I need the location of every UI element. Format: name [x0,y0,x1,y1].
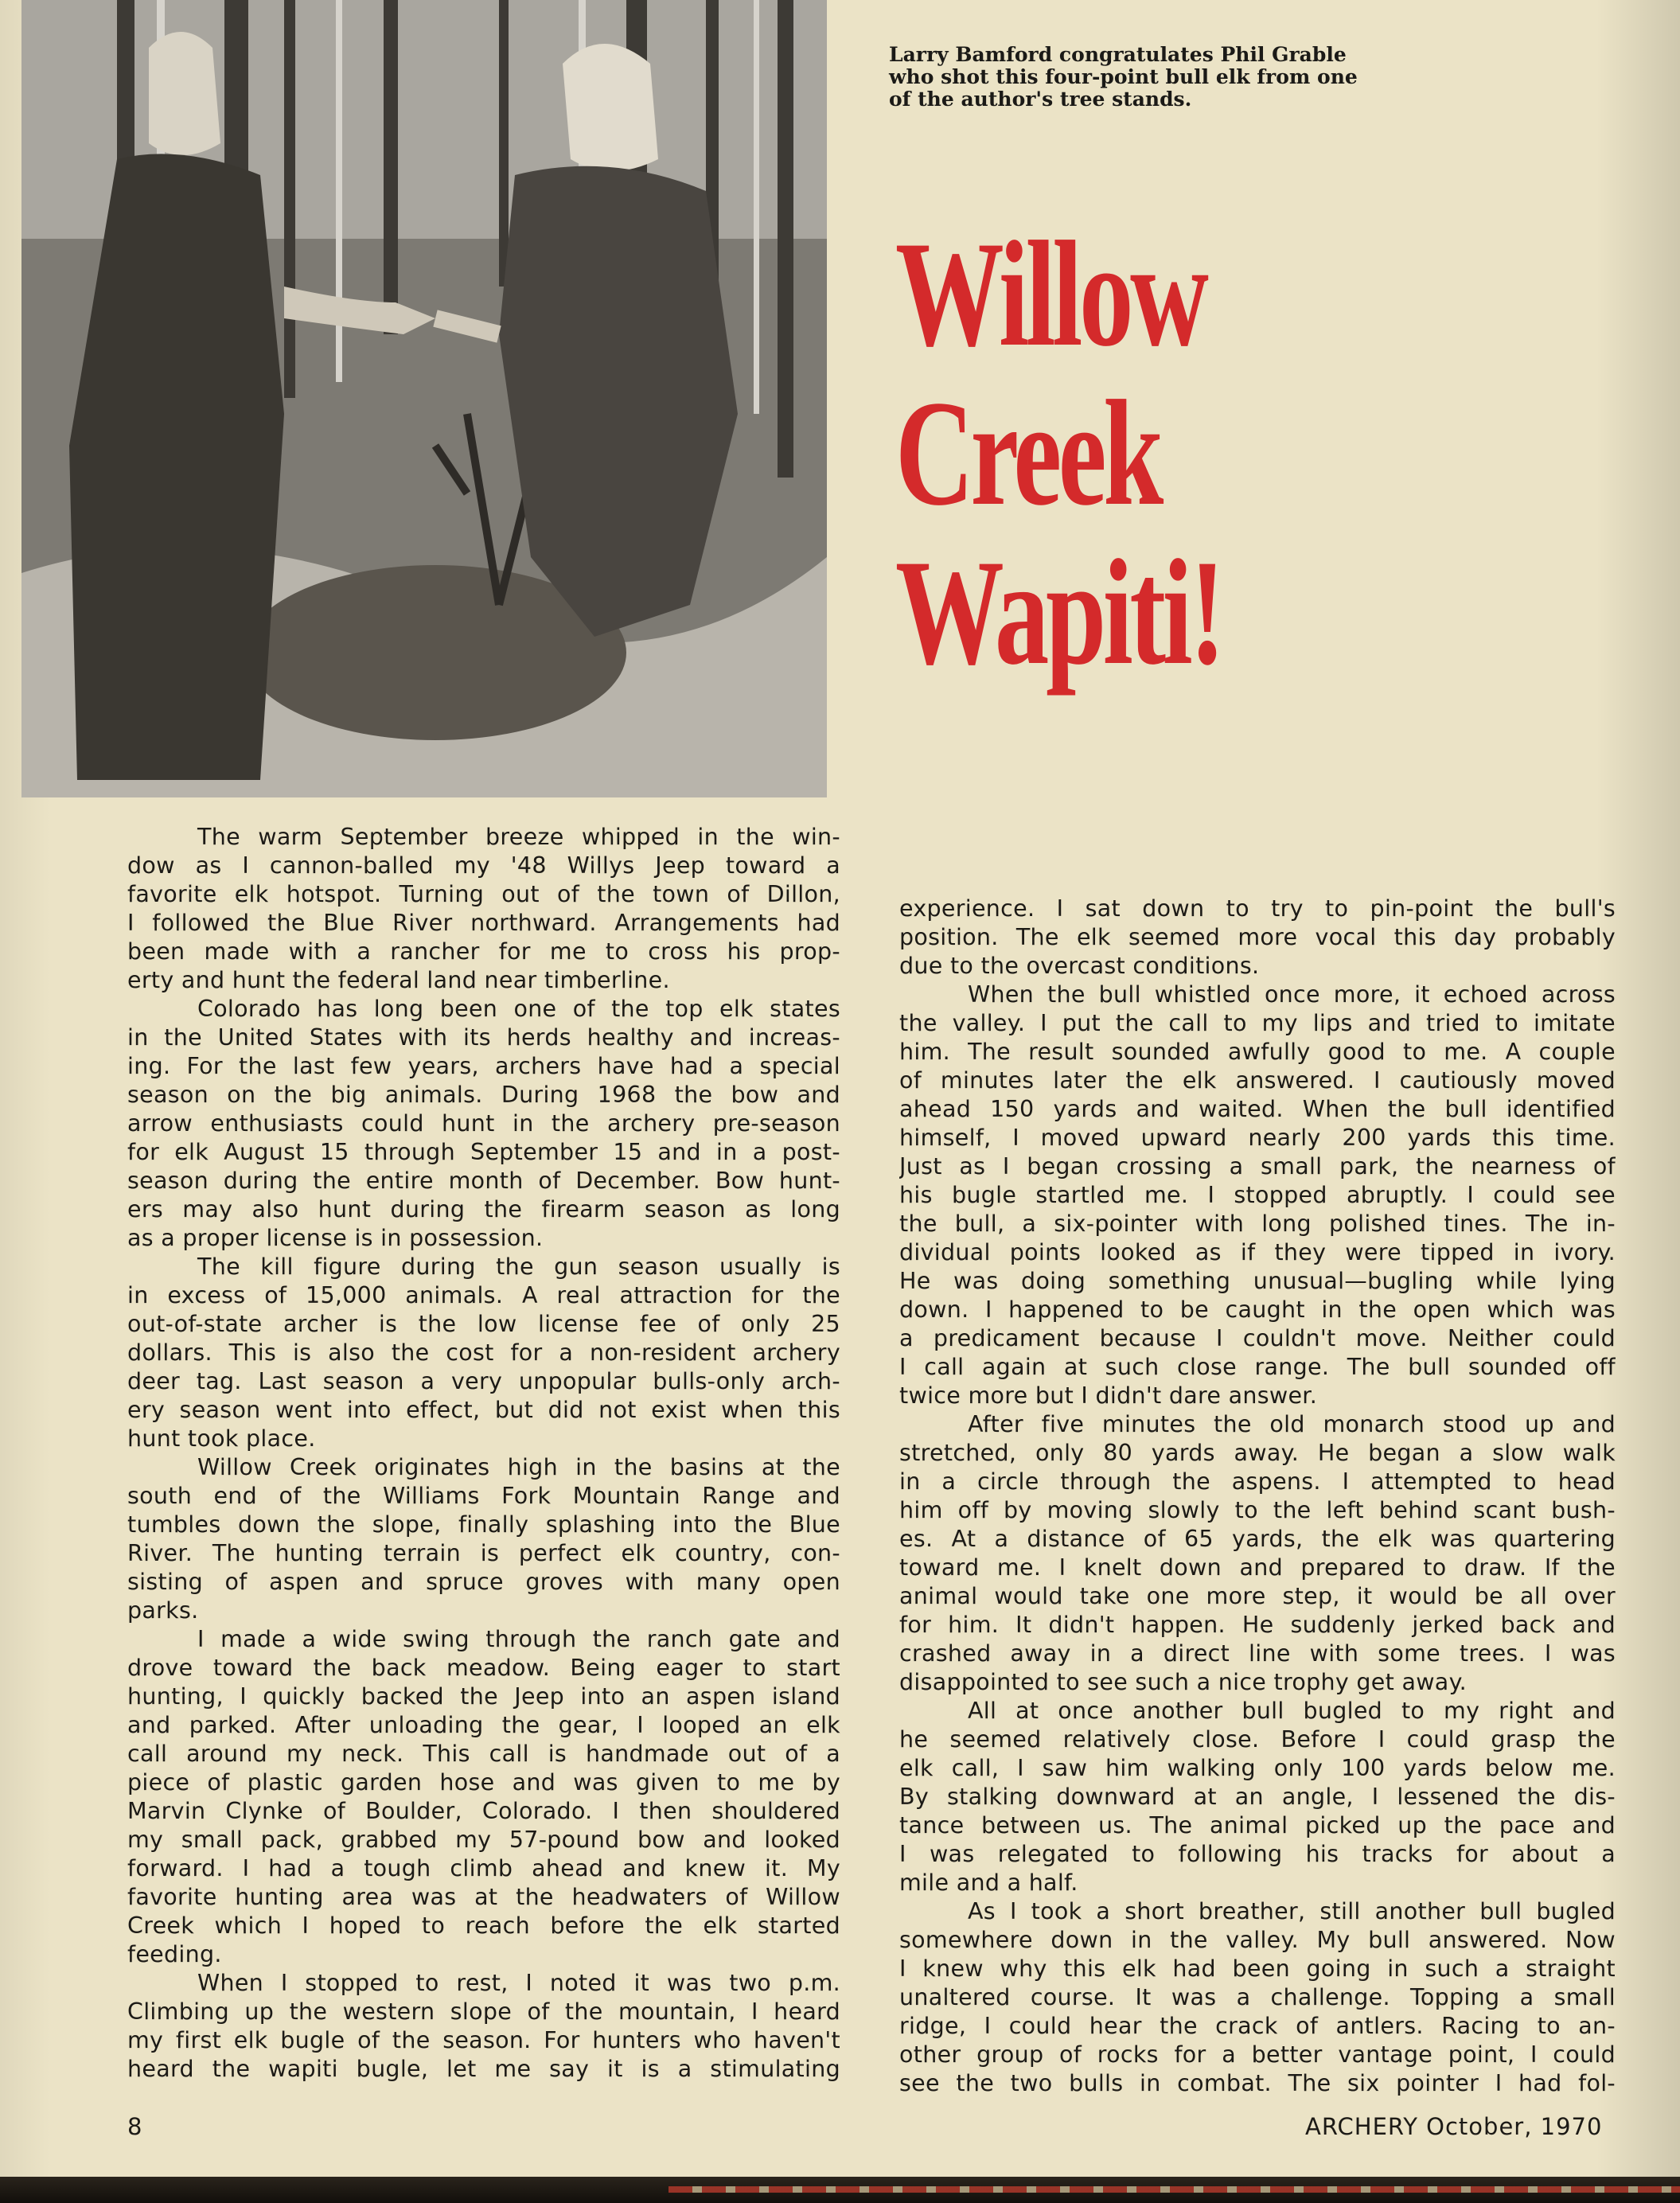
text-line: hunt took place. [127,1425,316,1452]
text-line: unaltered course. It was a challenge. Topping a small [899,1984,1616,2010]
text-line: Willow Creek originates high in the basins at the [197,1454,840,1480]
text-line: him off by moving slowly to the left behind scant bush- [899,1497,1616,1523]
text-line: out-of-state archer is the low license fee of only 25 [127,1311,840,1337]
text-line: mile and a half. [899,1870,1078,1896]
text-line: as a proper license is in possession. [127,1225,544,1251]
text-line: favorite elk hotspot. Turning out of the town of Dillon, [127,881,840,907]
text-line: tumbles down the slope, finally splashing into the Blue [127,1511,840,1538]
text-line: arrow enthusiasts could hunt in the archery pre-season [127,1110,840,1137]
text-line: When I stopped to rest, I noted it was two p.m. [197,1970,840,1996]
text-line: my small pack, grabbed my 57-pound bow and looked [127,1827,840,1853]
page-number: 8 [127,2113,142,2140]
text-line: parks. [127,1597,199,1624]
text-line: favorite hunting area was at the headwaters of Willow [127,1884,840,1910]
text-line: my first elk bugle of the season. For hunters who haven't [127,2027,840,2053]
text-line: stretched, only 80 yards away. He began a slow walk [899,1440,1616,1466]
text-line: I made a wide swing through the ranch gate and [197,1626,840,1652]
text-line: the valley. I put the call to my lips and tried to imitate [899,1010,1616,1036]
text-line: The warm September breeze whipped in the win- [197,824,840,850]
text-line: see the two bulls in combat. The six pointer I had fol- [899,2070,1616,2096]
text-line: for him. It didn't happen. He suddenly jerked back and [899,1612,1616,1638]
text-line: south end of the Williams Fork Mountain Range and [127,1483,840,1509]
text-line: ery season went into effect, but did not exist when this [127,1397,840,1423]
text-line: for elk August 15 through September 15 and in a post- [127,1139,840,1165]
text-line: I was relegated to following his tracks for about a [899,1841,1616,1867]
text-line: disappointed to see such a nice trophy get away. [899,1669,1468,1695]
text-line: call around my neck. This call is handmade out of a [127,1741,840,1767]
text-line: es. At a distance of 65 yards, the elk was quartering [899,1526,1616,1552]
text-line: himself, I moved upward nearly 200 yards this time. [899,1125,1616,1151]
title-line: Creek [895,370,1160,537]
publication-footer: ARCHERY October, 1970 [1305,2113,1603,2140]
text-line: and parked. After unloading the gear, I looped an elk [127,1712,840,1738]
text-line: deer tag. Last season a very unpopular bulls-only arch- [127,1368,840,1394]
text-line: dollars. This is also the cost for a non-resident archery [127,1339,840,1366]
text-line: River. The hunting terrain is perfect elk country, con- [127,1540,840,1566]
text-line: feeding. [127,1941,222,1967]
title-line: Willow [895,211,1206,378]
text-line: hunting, I quickly backed the Jeep into an aspen island [127,1683,840,1710]
text-line: tance between us. The animal picked up the pace and [899,1812,1616,1838]
caption-line: Larry Bamford congratulates Phil Grable [889,43,1347,66]
text-line: By stalking downward at an angle, I lessened the dis- [899,1784,1616,1810]
text-line: a predicament because I couldn't move. Neither could [899,1325,1616,1351]
text-line: the bull, a six-pointer with long polished tines. The in- [899,1211,1616,1237]
text-line: After five minutes the old monarch stood up and [968,1411,1616,1437]
text-line: ahead 150 yards and waited. When the bull identified [899,1096,1616,1122]
text-line: season during the entire month of December. Bow hunt- [127,1168,840,1194]
text-line: other group of rocks for a better vantage point, I could [899,2041,1616,2068]
next-page-edge [668,2186,1680,2193]
text-line: ridge, I could hear the crack of antlers. Racing to an- [899,2013,1616,2039]
text-line: animal would take one more step, it would be all over [899,1583,1616,1609]
text-line: As I took a short breather, still another bull bugled [968,1898,1616,1924]
text-line: his bugle startled me. I stopped abruptly. I could see [899,1182,1616,1208]
text-line: he seemed relatively close. Before I could grasp the [899,1726,1616,1753]
text-line: experience. I sat down to try to pin-point the bull's [899,895,1616,922]
article-column-right [899,895,1616,2098]
text-line: Colorado has long been one of the top elk states [197,996,840,1022]
text-line: season on the big animals. During 1968 the bow and [127,1082,840,1108]
text-line: of minutes later the elk answered. I cautiously moved [899,1067,1616,1094]
text-line: elk call, I saw him walking only 100 yards below me. [899,1755,1616,1781]
caption-line: who shot this four-point bull elk from one [889,65,1358,88]
text-line: When the bull whistled once more, it echoed across [968,981,1616,1008]
text-line: drove toward the back meadow. Being eager to start [127,1655,840,1681]
photo-hunters-with-elk [21,0,827,797]
photo-caption [889,44,1430,111]
text-line: in the United States with its herds healthy and increas- [127,1024,840,1051]
text-line: Creek which I hoped to reach before the elk started [127,1913,840,1939]
text-line: I followed the Blue River northward. Arrangements had [127,910,840,936]
title-line: Wapiti! [895,529,1222,696]
caption-line: of the author's tree stands. [889,88,1192,111]
text-line: heard the wapiti bugle, let me say it is a stimulating [127,2056,840,2082]
text-line: ing. For the last few years, archers have had a special [127,1053,840,1079]
text-line: down. I happened to be caught in the open which was [899,1296,1616,1323]
text-line: in excess of 15,000 animals. A real attraction for the [127,1282,840,1308]
page-bottom-edge [0,2177,1680,2203]
text-line: toward me. I knelt down and prepared to draw. If the [899,1554,1616,1581]
text-line: due to the overcast conditions. [899,953,1260,979]
text-line: I call again at such close range. The bull sounded off [899,1354,1616,1380]
text-line: He was doing something unusual—bugling while lying [899,1268,1616,1294]
article-column-left [127,823,840,2084]
text-line: I knew why this elk had been going in such a straight [899,1955,1616,1982]
text-line: somewhere down in the valley. My bull answered. Now [899,1927,1616,1953]
text-line: in a circle through the aspens. I attempted to head [899,1468,1616,1495]
text-line: ers may also hunt during the firearm season as long [127,1196,840,1222]
text-line: Just as I began crossing a small park, the nearness of [899,1153,1616,1179]
text-line: him. The result sounded awfully good to me. A couple [899,1039,1616,1065]
article-title [895,211,1308,696]
text-line: Marvin Clynke of Boulder, Colorado. I then shouldered [127,1798,840,1824]
text-line: position. The elk seemed more vocal this day probably [899,924,1616,950]
text-line: piece of plastic garden hose and was given to me by [127,1769,840,1796]
text-line: Climbing up the western slope of the mountain, I heard [127,1998,840,2025]
text-line: All at once another bull bugled to my right and [968,1698,1616,1724]
text-line: erty and hunt the federal land near timberline. [127,967,670,993]
text-line: forward. I had a tough climb ahead and knew it. My [127,1855,840,1881]
text-line: dividual points looked as if they were tipped in ivory. [899,1239,1616,1265]
text-line: been made with a rancher for me to cross his prop- [127,938,840,965]
text-line: dow as I cannon-balled my '48 Willys Jeep toward a [127,852,840,879]
text-line: sisting of aspen and spruce groves with many open [127,1569,840,1595]
text-line: crashed away in a direct line with some trees. I was [899,1640,1616,1667]
text-line: The kill figure during the gun season usually is [197,1254,840,1280]
text-line: twice more but I didn't dare answer. [899,1382,1318,1409]
